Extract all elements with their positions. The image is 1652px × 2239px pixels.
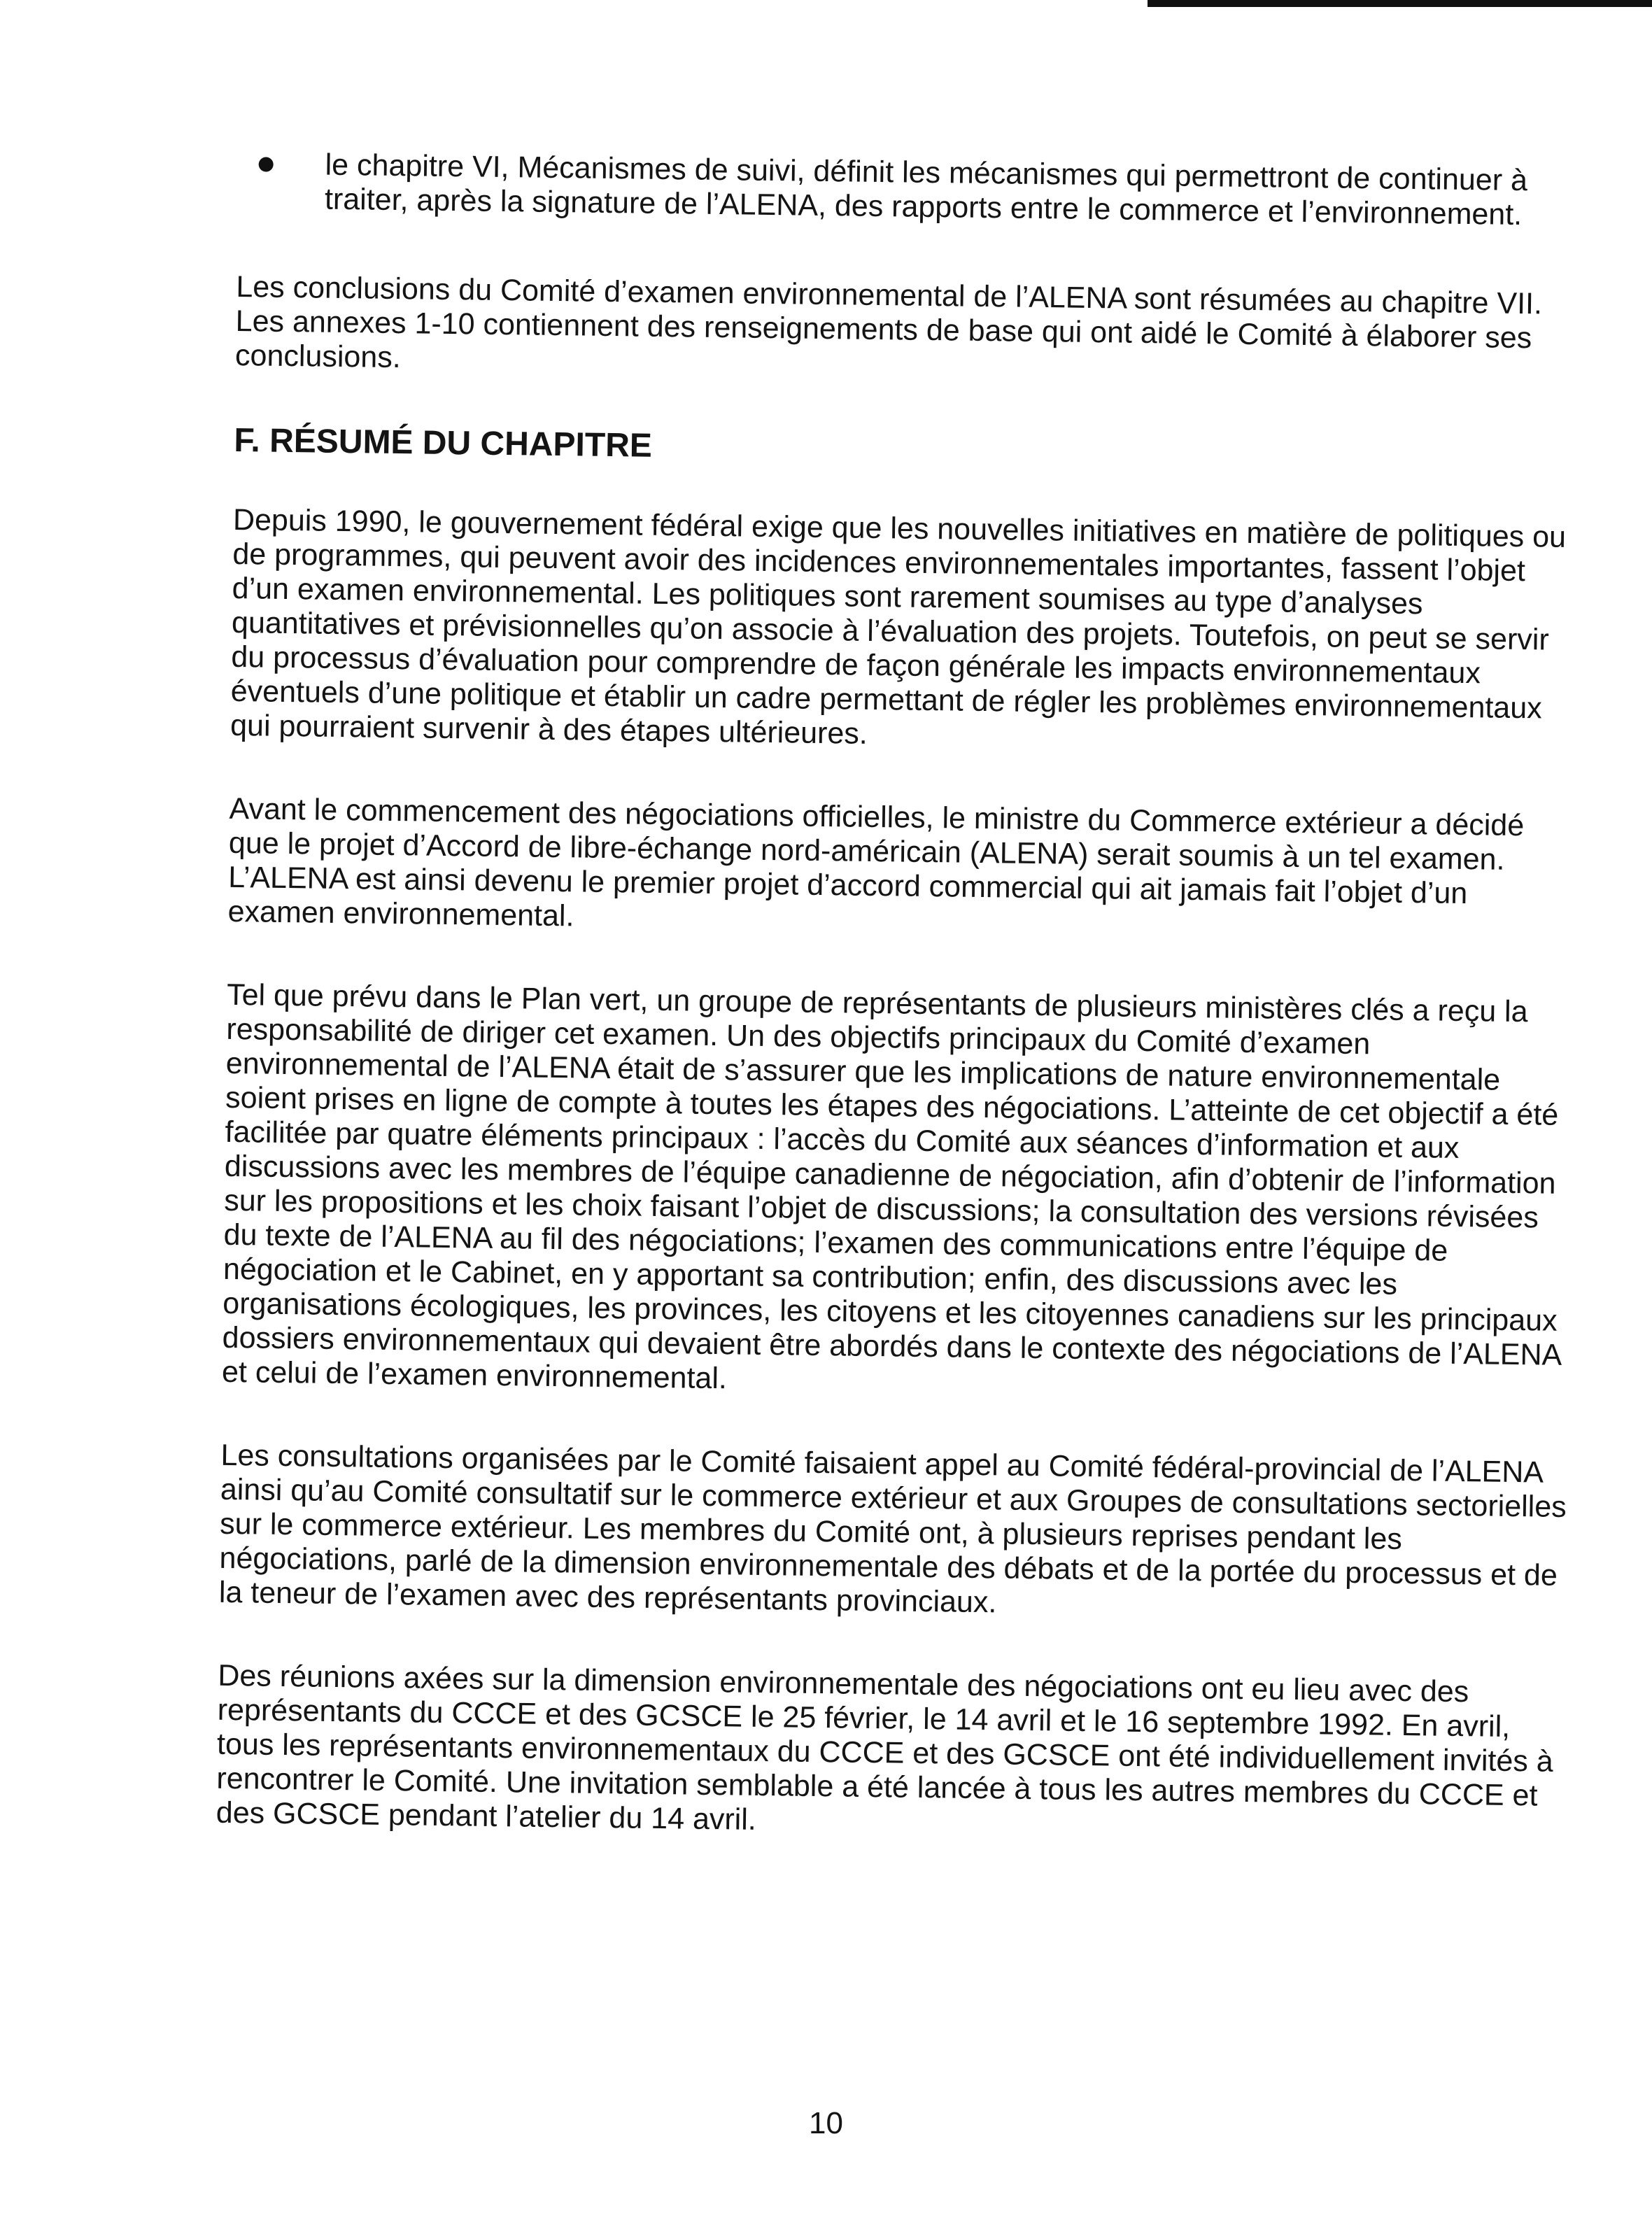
paragraph-committee-objectives: Tel que prévu dans le Plan vert, un groupe de représentants de plusieurs ministères clés a reçu la responsabilité de diriger cet examen. Un des objectifs principaux du Comité d’examen environnemental de l’ALENA était de s’assurer que les implications de nature environnementale soient prises en ligne de compte à toutes les étapes des négociations. L’atteinte de cet objectif a été facilitée par quatre éléments principaux : l’accès du Comité aux séances d’information et aux discussions avec les membres de l’équipe canadienne de négociation, afin d’obtenir de l’information sur les propositions et les choix faisant l’objet de discussions; la consultation des versions révisées du texte de l’ALENA au fil des négociations; l’examen des communications entre l’équipe de négociation et le Cabinet, en y apportant sa contribution; enfin, des discussions avec les organisations écologiques, les provinces, les citoyens et les citoyennes canadiens sur les principaux dossiers environnementaux qui devaient être abordés dans le contexte des négociations de l’ALENA et celui de l’examen environnemental. — [221, 977, 1561, 1396]
section-heading: F. RÉSUMÉ DU CHAPITRE — [234, 421, 653, 465]
paragraph-meetings: Des réunions axées sur la dimension environnementale des négociations ont eu lieu avec des représentants du CCCE et des GCSCE le 25 février, le 14 avril et le 16 septembre 1992. En avril, tous les représentants environnementaux du CCCE et des GCSCE ont été individuellement invités à rencontrer le Comité. Une invitation semblable a été lancée à tous les autres membres du CCCE et des GCSCE pendant l’atelier du 14 avril. — [216, 1658, 1554, 1837]
paragraph-consultations: Les consultations organisées par le Comité faisaient appel au Comité fédéral-provincial de l’ALENA ainsi qu’au Comité consultatif sur le commerce extérieur et aux Groupes de consultations sectorielles sur le commerce extérieur. Les membres du Comité ont, à plusieurs reprises pendant les négociations, parlé de la dimension environnementale des débats et de la portée du processus et de la teneur de l’examen avec des représentants provinciaux. — [218, 1438, 1567, 1620]
paragraph-alena-examination: Avant le commencement des négociations officielles, le ministre du Commerce extérieur a décidé que le projet d’Accord de libre-échange nord-américain (ALENA) serait soumis à un tel examen. L’ALENA est ainsi devenu le premier projet d’accord commercial qui ait jamais fait l’objet d’un examen environnemental. — [227, 791, 1525, 933]
intro-paragraph: Les conclusions du Comité d’examen environnemental de l’ALENA sont résumées au chapitre VII. Les annexes 1-10 contiennent des renseignements de base qui ont aidé le Comité à élaborer ses conclusions. — [234, 269, 1543, 375]
page-number: 10 — [809, 2106, 843, 2140]
bullet-list-item — [237, 147, 1588, 233]
bullet-dot-icon — [259, 157, 274, 171]
bullet-item-text: le chapitre VI, Mécanismes de suivi, définit les mécanismes qui permettront de continuer à traiter, après la signature de l’ALENA, des rapports entre le commerce et l’environnement. — [324, 148, 1528, 232]
paragraph-policy-review: Depuis 1990, le gouvernement fédéral exige que les nouvelles initiatives en matière de politiques ou de programmes, qui peuvent avoir des incidences environnementales importantes, fassent l’objet d’un examen environnemental. Les politiques sont rarement soumises au type d’analyses quantitatives et prévisionnelles qu’on associe à l’évaluation des projets. Toutefois, on peut se servir du processus d’évaluation pour comprendre de façon générale les impacts environnementaux éventuels d’une politique et établir un cadre permettant de régler les problèmes environnementaux qui pourraient survenir à des étapes ultérieures. — [230, 502, 1567, 751]
document-page — [216, 147, 1588, 1848]
top-edge-rule — [1148, 0, 1652, 7]
